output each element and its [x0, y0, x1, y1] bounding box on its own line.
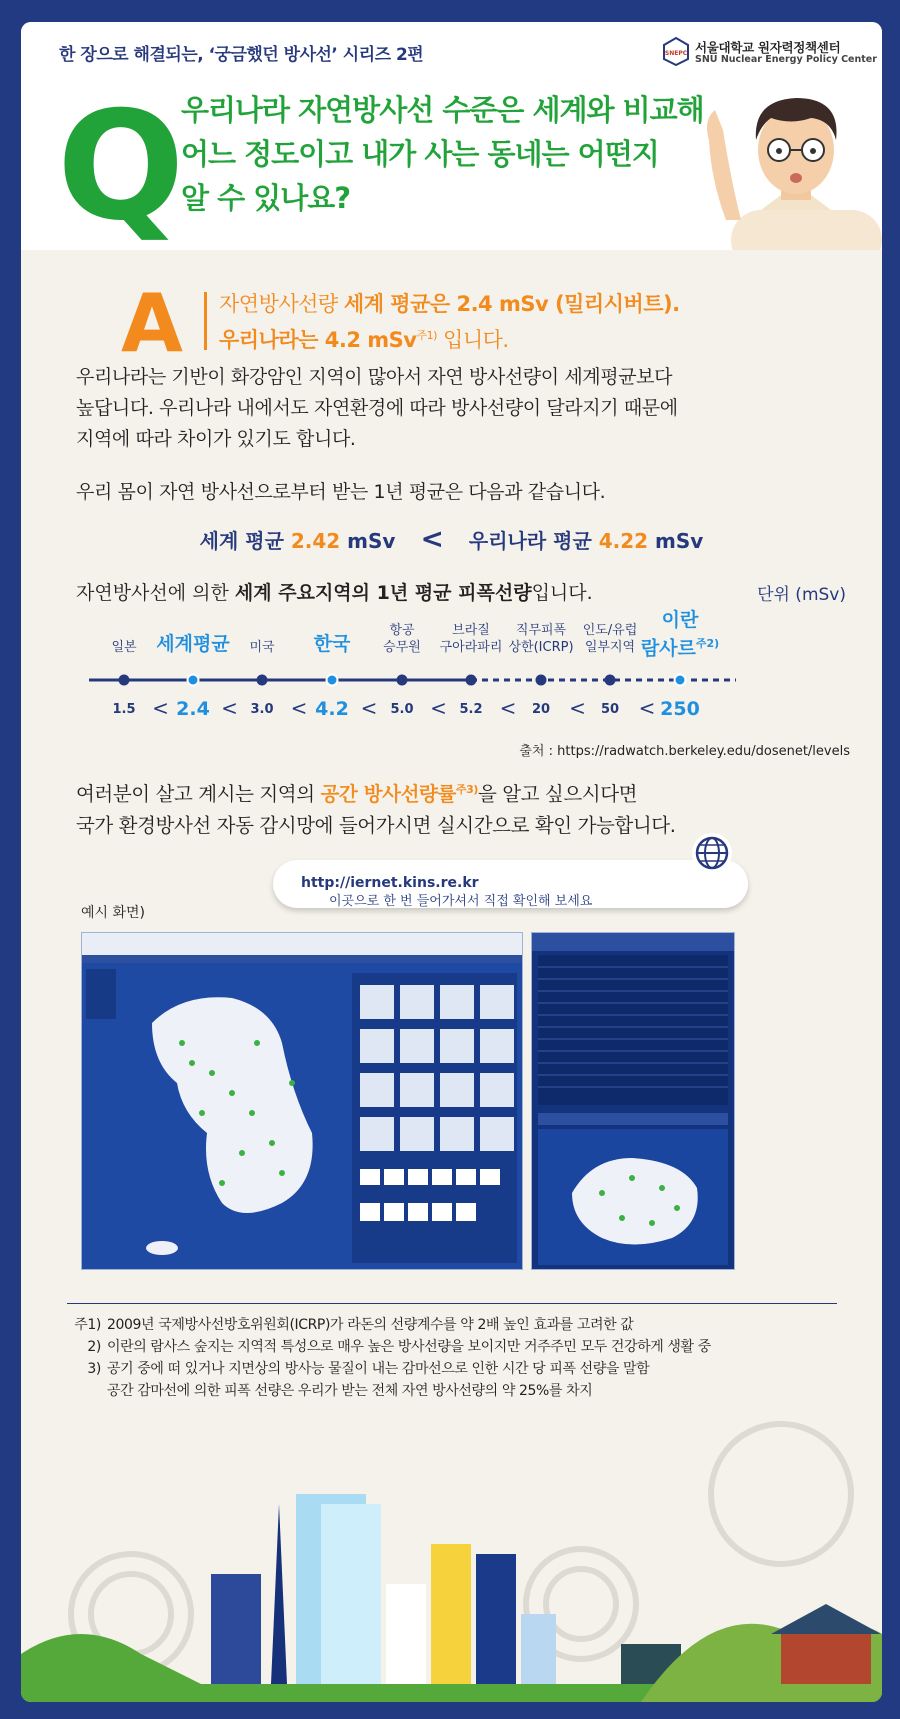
answer-text: 자연방사선량 세계 평균은 2.4 mSv (밀리시버트). 우리나라는 4.2 mSv$^{주1)}$ 입니다. [219, 292, 680, 352]
svg-text:SNEPC: SNEPC [664, 50, 688, 57]
scale-value: 20 [531, 702, 551, 717]
question-line-2: 어느 정도이고 내가 사는 동네는 어떤지 [181, 137, 659, 171]
snepc-logo [661, 36, 877, 70]
average-intro: 우리 몸이 자연 방사선으로부터 받는 1년 평균은 다음과 같습니다. [76, 481, 606, 503]
iernet-map-screenshot [81, 932, 523, 1270]
footnotes: 주1) 2009년 국제방사선방호위원회(ICRP)가 라돈의 선량계수를 약 2배 높인 효과를 고려한 값 2) 이란의 람사스 숲지는 지역적 특성으로 매우 높은 방사선량을 보이지만 거주주민 모두 건강하게 생활 중 3) 공기 중에 떠 있거나 지면상의 방사능 물질이 내는 감마선으로 인한 시간 당 피폭 선량을 말함 공간 감마선에 의한 피폭 선량은 우리가 받는 전체 자연 방사선량의 약 25%를 차지 [74, 1317, 711, 1399]
scale-separator: < [290, 696, 308, 720]
average-comparison: 세계 평균 2.42 mSv < 우리나라 평균 4.22 mSv [199, 522, 704, 555]
logo-korean-name: 서울대학교 원자력정책센터 [695, 40, 841, 55]
series-title: 한 장으로 해결되는, ‘궁금했던 방사선’ 시리즈 2편 [59, 45, 424, 65]
iernet-seoul-screenshot [531, 932, 735, 1270]
scale-dot [188, 675, 199, 686]
scale-separator: < [221, 696, 238, 720]
scale-separator: < [499, 696, 517, 720]
scale-separator: < [430, 696, 447, 720]
iernet-link-box[interactable]: 이곳으로 한 번 들어가셔서 직접 확인해 보세요 http://iernet.kins.re.kr [273, 860, 748, 908]
unit-label: 단위 (mSv) [757, 585, 846, 605]
scale-separator: < [569, 696, 586, 720]
scale-label: 한국 [313, 633, 351, 655]
infographic-card [21, 22, 882, 1702]
scale-value: 4.2 [315, 698, 349, 720]
scale-value: 3.0 [250, 702, 274, 717]
question-text [181, 88, 741, 220]
notes-divider [67, 1303, 837, 1304]
scale-label: 미국 [249, 640, 275, 655]
dose-scale-line [21, 662, 882, 702]
scale-dot [397, 675, 408, 686]
question-q-letter: Q [57, 80, 185, 254]
scale-value: 5.2 [459, 702, 483, 717]
scale-value: 2.4 [176, 698, 210, 720]
example-screen-label: 예시 화면) [81, 905, 146, 921]
world-dose-heading: 자연방사선에 의한 세계 주요지역의 1년 평균 피폭선량입니다. 단위 (mSv) [76, 582, 846, 605]
scale-label: 이란 람사르$^{주2)}$ [640, 609, 720, 660]
scale-dot [675, 675, 686, 686]
curious-man-illustration [701, 70, 882, 250]
iernet-url-link[interactable]: http://iernet.kins.re.kr [301, 875, 479, 891]
spatial-dose-paragraph: 여러분이 살고 계시는 지역의 공간 방사선량률$^{주3)}$을 알고 싶으시다면 국가 환경방사선 자동 감시망에 들어가시면 실시간으로 확인 가능합니다. [76, 782, 676, 837]
question-line-1: 우리나라 자연방사선 수준은 세계와 비교해 [181, 93, 704, 127]
scale-label: 인도/유럽 일부지역 [582, 623, 638, 655]
scale-dot [257, 675, 268, 686]
globe-icon [689, 830, 735, 876]
scale-value: 50 [600, 702, 620, 717]
scale-value: 250 [660, 698, 700, 720]
scale-dot [605, 675, 616, 686]
logo-english-name: SNU Nuclear Energy Policy Center [695, 54, 877, 65]
scale-separator: < [152, 696, 169, 720]
header [21, 22, 882, 254]
snepc-seal-icon [661, 36, 691, 66]
scale-label: 일본 [111, 640, 137, 655]
source-citation: 출처 : https://radwatch.berkeley.edu/dosenet/levels [519, 744, 850, 759]
scale-separator: < [638, 696, 656, 720]
scale-dot [327, 675, 338, 686]
scale-label: 직무피폭 상한(ICRP) [508, 623, 574, 655]
intro-paragraph: 우리나라는 기반이 화강암인 지역이 많아서 자연 방사선량이 세계평균보다 높답니다. 우리나라 내에서도 자연환경에 따라 방사선량이 달라지기 때문에 지역에 따라 차이가 있기도 합니다. [76, 366, 678, 450]
answer-a-letter: A [121, 277, 183, 370]
scale-dot [536, 675, 547, 686]
scale-separator: < [360, 696, 378, 720]
answer-divider [204, 292, 207, 350]
scale-label: 항공 승무원 [383, 623, 421, 655]
city-illustration [21, 1384, 882, 1702]
scale-dot [466, 675, 477, 686]
scale-dot [119, 675, 130, 686]
scale-value: 1.5 [112, 702, 136, 717]
scale-label: 브라질 구아라파리 [439, 623, 503, 655]
scale-value: 5.0 [390, 702, 414, 717]
scale-label: 세계평균 [156, 633, 230, 655]
question-line-3: 알 수 있나요? [181, 181, 351, 215]
